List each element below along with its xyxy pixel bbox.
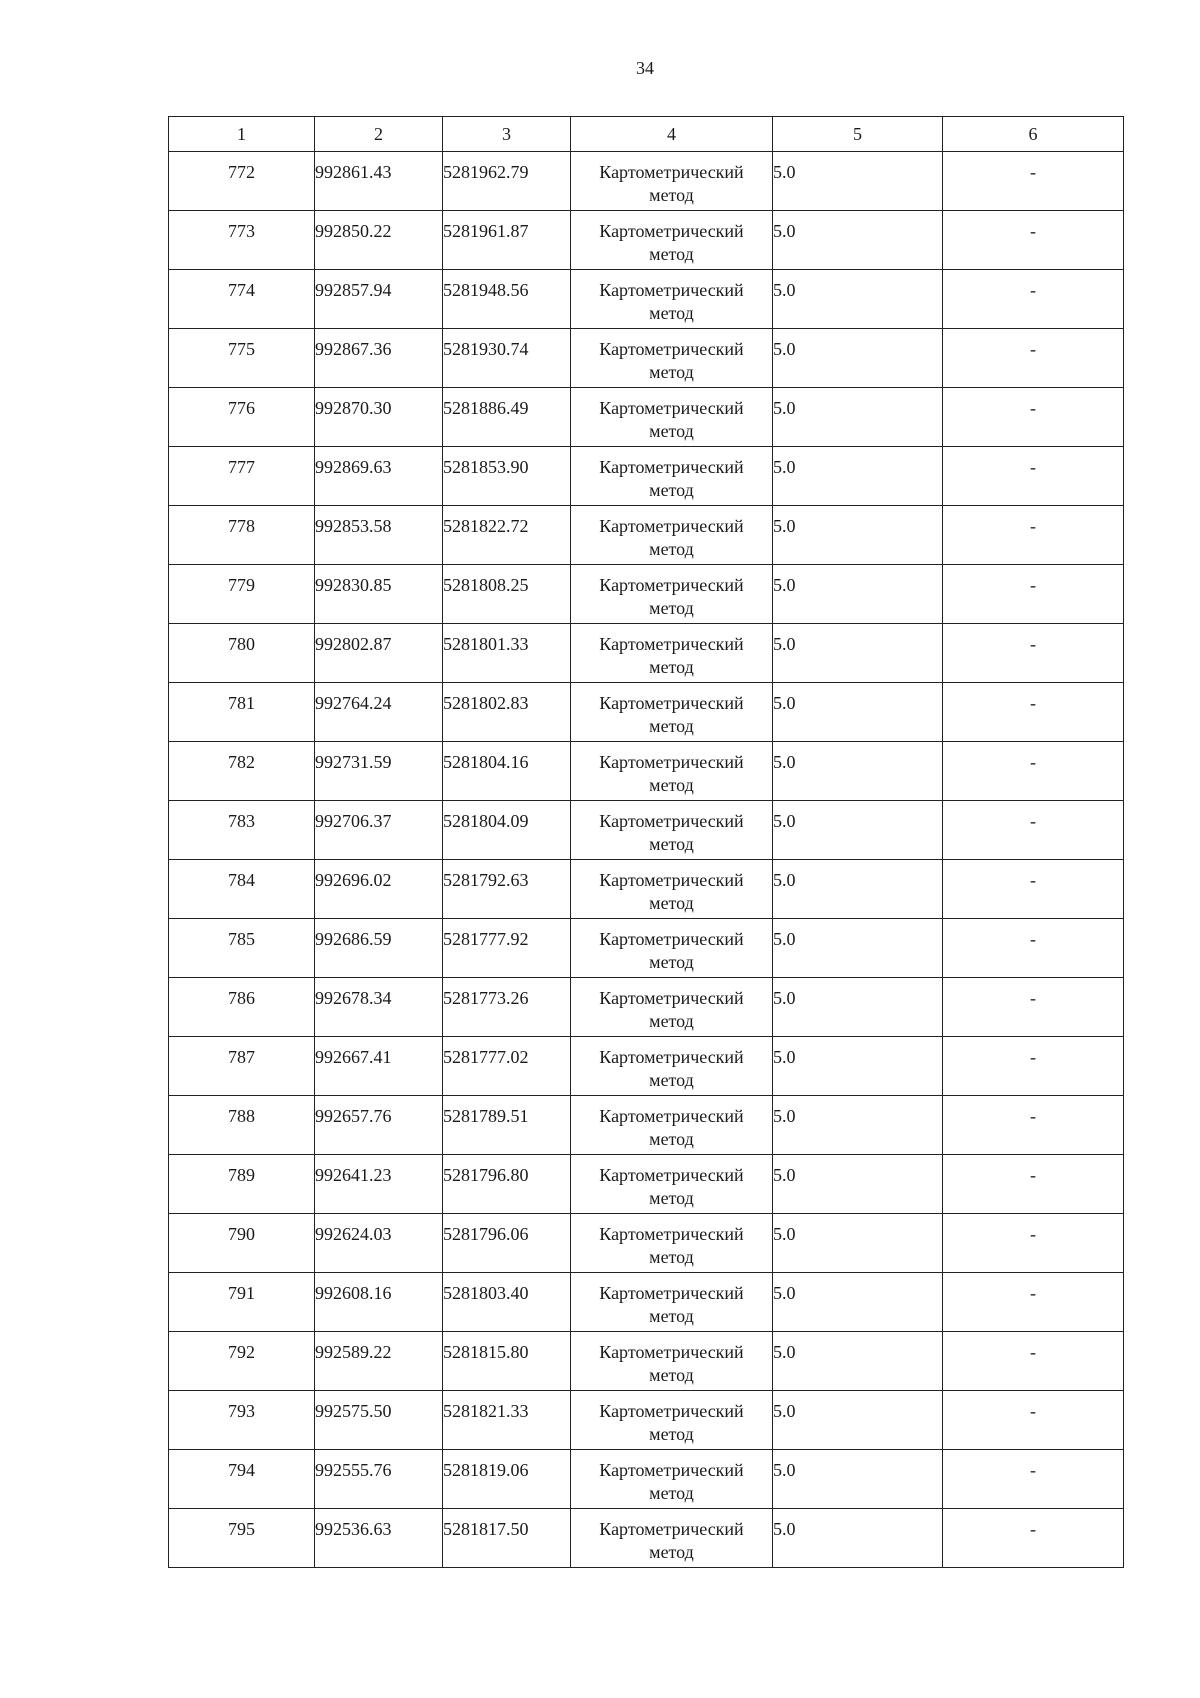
- header-cell-4: 4: [571, 117, 773, 152]
- method-cell: [571, 742, 773, 801]
- note-cell: -: [943, 860, 1124, 919]
- table-row: [169, 624, 1124, 683]
- method-text-line2: метод: [649, 1424, 694, 1444]
- method-cell: [571, 683, 773, 742]
- method-text-line1: Картометрический: [599, 1047, 744, 1067]
- note-cell: -: [943, 1509, 1124, 1568]
- method-cell: [571, 1037, 773, 1096]
- accuracy-cell: 5.0: [773, 329, 943, 388]
- table-row: [169, 978, 1124, 1037]
- coordinate-x-cell: 992731.59: [315, 742, 443, 801]
- method-text-line1: Картометрический: [599, 1283, 744, 1303]
- point-number-cell: 790: [169, 1214, 315, 1273]
- method-text-line1: Картометрический: [599, 870, 744, 890]
- page-number: 34: [636, 58, 654, 78]
- method-text-line1: Картометрический: [599, 516, 744, 536]
- method-text-line2: метод: [649, 1011, 694, 1031]
- coordinate-y-cell: 5281886.49: [443, 388, 571, 447]
- accuracy-cell: 5.0: [773, 447, 943, 506]
- table-row: [169, 506, 1124, 565]
- method-text-line1: Картометрический: [599, 1224, 744, 1244]
- coordinate-x-cell: 992870.30: [315, 388, 443, 447]
- method-text-line1: Картометрический: [599, 339, 744, 359]
- table-row: [169, 919, 1124, 978]
- header-cell-3: 3: [443, 117, 571, 152]
- table-header: [169, 117, 1124, 152]
- point-number-cell: 784: [169, 860, 315, 919]
- method-cell: [571, 1450, 773, 1509]
- point-number-cell: 774: [169, 270, 315, 329]
- accuracy-cell: 5.0: [773, 1391, 943, 1450]
- coordinate-y-cell: 5281817.50: [443, 1509, 571, 1568]
- table-row: [169, 742, 1124, 801]
- coordinate-x-cell: 992696.02: [315, 860, 443, 919]
- method-cell: [571, 152, 773, 211]
- table-row: [169, 211, 1124, 270]
- point-number-cell: 793: [169, 1391, 315, 1450]
- note-cell: -: [943, 801, 1124, 860]
- note-cell: -: [943, 742, 1124, 801]
- method-cell: [571, 801, 773, 860]
- coordinate-y-cell: 5281796.80: [443, 1155, 571, 1214]
- accuracy-cell: 5.0: [773, 565, 943, 624]
- point-number-cell: 776: [169, 388, 315, 447]
- method-cell: [571, 1214, 773, 1273]
- method-cell: [571, 1096, 773, 1155]
- coordinate-x-cell: 992869.63: [315, 447, 443, 506]
- note-cell: -: [943, 329, 1124, 388]
- method-text-line2: метод: [649, 598, 694, 618]
- method-cell: [571, 329, 773, 388]
- coordinate-y-cell: 5281948.56: [443, 270, 571, 329]
- coordinate-y-cell: 5281789.51: [443, 1096, 571, 1155]
- note-cell: -: [943, 1155, 1124, 1214]
- note-cell: -: [943, 1096, 1124, 1155]
- method-text-line2: метод: [649, 421, 694, 441]
- method-text-line1: Картометрический: [599, 280, 744, 300]
- point-number-cell: 772: [169, 152, 315, 211]
- accuracy-cell: 5.0: [773, 1332, 943, 1391]
- table-row: [169, 329, 1124, 388]
- note-cell: -: [943, 683, 1124, 742]
- point-number-cell: 788: [169, 1096, 315, 1155]
- table-row: [169, 1155, 1124, 1214]
- accuracy-cell: 5.0: [773, 1214, 943, 1273]
- point-number-cell: 775: [169, 329, 315, 388]
- accuracy-cell: 5.0: [773, 683, 943, 742]
- point-number-cell: 794: [169, 1450, 315, 1509]
- table-row: [169, 152, 1124, 211]
- method-text-line2: метод: [649, 1188, 694, 1208]
- note-cell: -: [943, 388, 1124, 447]
- coordinate-y-cell: 5281962.79: [443, 152, 571, 211]
- point-number-cell: 781: [169, 683, 315, 742]
- accuracy-cell: 5.0: [773, 1096, 943, 1155]
- note-cell: -: [943, 565, 1124, 624]
- accuracy-cell: 5.0: [773, 270, 943, 329]
- coordinate-x-cell: 992686.59: [315, 919, 443, 978]
- point-number-cell: 785: [169, 919, 315, 978]
- point-number-cell: 777: [169, 447, 315, 506]
- coordinate-y-cell: 5281853.90: [443, 447, 571, 506]
- method-text-line2: метод: [649, 716, 694, 736]
- header-row: [169, 117, 1124, 152]
- method-cell: [571, 1332, 773, 1391]
- note-cell: -: [943, 1273, 1124, 1332]
- method-cell: [571, 624, 773, 683]
- method-text-line2: метод: [649, 185, 694, 205]
- coordinate-x-cell: 992861.43: [315, 152, 443, 211]
- note-cell: -: [943, 506, 1124, 565]
- coordinate-y-cell: 5281961.87: [443, 211, 571, 270]
- method-text-line1: Картометрический: [599, 929, 744, 949]
- table-row: [169, 1273, 1124, 1332]
- coordinate-x-cell: 992830.85: [315, 565, 443, 624]
- method-text-line1: Картометрический: [599, 1106, 744, 1126]
- method-cell: [571, 565, 773, 624]
- note-cell: -: [943, 1332, 1124, 1391]
- coordinate-x-cell: 992589.22: [315, 1332, 443, 1391]
- method-cell: [571, 447, 773, 506]
- table-row: [169, 1391, 1124, 1450]
- accuracy-cell: 5.0: [773, 1450, 943, 1509]
- method-text-line1: Картометрический: [599, 1342, 744, 1362]
- accuracy-cell: 5.0: [773, 1155, 943, 1214]
- method-text-line1: Картометрический: [599, 1460, 744, 1480]
- coordinate-x-cell: 992850.22: [315, 211, 443, 270]
- method-text-line1: Картометрический: [599, 988, 744, 1008]
- accuracy-cell: 5.0: [773, 152, 943, 211]
- method-cell: [571, 388, 773, 447]
- accuracy-cell: 5.0: [773, 801, 943, 860]
- method-text-line1: Картометрический: [599, 457, 744, 477]
- method-text-line2: метод: [649, 1542, 694, 1562]
- note-cell: -: [943, 1037, 1124, 1096]
- method-text-line2: метод: [649, 775, 694, 795]
- method-text-line2: метод: [649, 1483, 694, 1503]
- method-text-line1: Картометрический: [599, 398, 744, 418]
- table-row: [169, 860, 1124, 919]
- table-row: [169, 1214, 1124, 1273]
- method-text-line1: Картометрический: [599, 811, 744, 831]
- method-cell: [571, 270, 773, 329]
- method-cell: [571, 1155, 773, 1214]
- coordinate-y-cell: 5281796.06: [443, 1214, 571, 1273]
- coordinate-x-cell: 992667.41: [315, 1037, 443, 1096]
- coordinate-x-cell: 992867.36: [315, 329, 443, 388]
- method-text-line1: Картометрический: [599, 1165, 744, 1185]
- table-row: [169, 447, 1124, 506]
- table-row: [169, 1096, 1124, 1155]
- method-text-line1: Картометрический: [599, 162, 744, 182]
- header-cell-6: 6: [943, 117, 1124, 152]
- coordinate-x-cell: 992857.94: [315, 270, 443, 329]
- coordinate-y-cell: 5281822.72: [443, 506, 571, 565]
- method-cell: [571, 1509, 773, 1568]
- method-text-line2: метод: [649, 1247, 694, 1267]
- header-cell-2: 2: [315, 117, 443, 152]
- table-row: [169, 1037, 1124, 1096]
- accuracy-cell: 5.0: [773, 978, 943, 1037]
- point-number-cell: 789: [169, 1155, 315, 1214]
- method-cell: [571, 211, 773, 270]
- accuracy-cell: 5.0: [773, 919, 943, 978]
- note-cell: -: [943, 1450, 1124, 1509]
- table-row: [169, 683, 1124, 742]
- coordinate-y-cell: 5281801.33: [443, 624, 571, 683]
- method-text-line2: метод: [649, 1306, 694, 1326]
- method-text-line2: метод: [649, 834, 694, 854]
- method-text-line2: метод: [649, 1129, 694, 1149]
- coordinate-y-cell: 5281821.33: [443, 1391, 571, 1450]
- method-text-line1: Картометрический: [599, 693, 744, 713]
- table-row: [169, 388, 1124, 447]
- table-row: [169, 270, 1124, 329]
- point-number-cell: 773: [169, 211, 315, 270]
- accuracy-cell: 5.0: [773, 624, 943, 683]
- method-text-line2: метод: [649, 303, 694, 323]
- coordinate-y-cell: 5281773.26: [443, 978, 571, 1037]
- accuracy-cell: 5.0: [773, 1037, 943, 1096]
- method-text-line1: Картометрический: [599, 1519, 744, 1539]
- method-text-line2: метод: [649, 539, 694, 559]
- header-cell-5: 5: [773, 117, 943, 152]
- method-cell: [571, 978, 773, 1037]
- coordinate-y-cell: 5281819.06: [443, 1450, 571, 1509]
- coordinate-x-cell: 992624.03: [315, 1214, 443, 1273]
- method-cell: [571, 919, 773, 978]
- coordinates-table: [168, 116, 1124, 1568]
- accuracy-cell: 5.0: [773, 506, 943, 565]
- point-number-cell: 783: [169, 801, 315, 860]
- method-text-line1: Картометрический: [599, 575, 744, 595]
- accuracy-cell: 5.0: [773, 742, 943, 801]
- method-text-line1: Картометрический: [599, 634, 744, 654]
- point-number-cell: 786: [169, 978, 315, 1037]
- note-cell: -: [943, 270, 1124, 329]
- table-row: [169, 1332, 1124, 1391]
- coordinate-x-cell: 992706.37: [315, 801, 443, 860]
- point-number-cell: 792: [169, 1332, 315, 1391]
- method-text-line2: метод: [649, 1070, 694, 1090]
- note-cell: -: [943, 624, 1124, 683]
- point-number-cell: 780: [169, 624, 315, 683]
- note-cell: -: [943, 1391, 1124, 1450]
- method-text-line2: метод: [649, 952, 694, 972]
- table-row: [169, 801, 1124, 860]
- coordinate-x-cell: 992657.76: [315, 1096, 443, 1155]
- point-number-cell: 782: [169, 742, 315, 801]
- header-cell-1: 1: [169, 117, 315, 152]
- coordinate-y-cell: 5281804.16: [443, 742, 571, 801]
- coordinate-y-cell: 5281804.09: [443, 801, 571, 860]
- coordinate-y-cell: 5281808.25: [443, 565, 571, 624]
- coordinate-x-cell: 992536.63: [315, 1509, 443, 1568]
- accuracy-cell: 5.0: [773, 860, 943, 919]
- table-body: [169, 152, 1124, 1568]
- table-row: [169, 1450, 1124, 1509]
- note-cell: -: [943, 211, 1124, 270]
- point-number-cell: 779: [169, 565, 315, 624]
- coordinate-y-cell: 5281777.92: [443, 919, 571, 978]
- coordinate-x-cell: 992678.34: [315, 978, 443, 1037]
- method-text-line1: Картометрический: [599, 1401, 744, 1421]
- method-text-line2: метод: [649, 893, 694, 913]
- method-text-line2: метод: [649, 362, 694, 382]
- method-text-line2: метод: [649, 244, 694, 264]
- note-cell: -: [943, 1214, 1124, 1273]
- method-text-line2: метод: [649, 480, 694, 500]
- coordinate-x-cell: 992641.23: [315, 1155, 443, 1214]
- coordinate-x-cell: 992575.50: [315, 1391, 443, 1450]
- coordinate-y-cell: 5281802.83: [443, 683, 571, 742]
- coordinate-y-cell: 5281777.02: [443, 1037, 571, 1096]
- method-text-line1: Картометрический: [599, 752, 744, 772]
- accuracy-cell: 5.0: [773, 388, 943, 447]
- method-cell: [571, 1391, 773, 1450]
- coordinate-x-cell: 992802.87: [315, 624, 443, 683]
- note-cell: -: [943, 919, 1124, 978]
- method-cell: [571, 506, 773, 565]
- coordinate-x-cell: 992608.16: [315, 1273, 443, 1332]
- point-number-cell: 795: [169, 1509, 315, 1568]
- coordinate-y-cell: 5281792.63: [443, 860, 571, 919]
- method-text-line2: метод: [649, 657, 694, 677]
- note-cell: -: [943, 978, 1124, 1037]
- table-row: [169, 1509, 1124, 1568]
- table-row: [169, 565, 1124, 624]
- point-number-cell: 791: [169, 1273, 315, 1332]
- coordinate-y-cell: 5281930.74: [443, 329, 571, 388]
- accuracy-cell: 5.0: [773, 1273, 943, 1332]
- note-cell: -: [943, 152, 1124, 211]
- coordinate-x-cell: 992853.58: [315, 506, 443, 565]
- method-cell: [571, 860, 773, 919]
- coordinate-x-cell: 992555.76: [315, 1450, 443, 1509]
- coordinate-y-cell: 5281815.80: [443, 1332, 571, 1391]
- note-cell: -: [943, 447, 1124, 506]
- coordinate-x-cell: 992764.24: [315, 683, 443, 742]
- method-cell: [571, 1273, 773, 1332]
- point-number-cell: 787: [169, 1037, 315, 1096]
- accuracy-cell: 5.0: [773, 1509, 943, 1568]
- method-text-line2: метод: [649, 1365, 694, 1385]
- point-number-cell: 778: [169, 506, 315, 565]
- method-text-line1: Картометрический: [599, 221, 744, 241]
- accuracy-cell: 5.0: [773, 211, 943, 270]
- coordinate-y-cell: 5281803.40: [443, 1273, 571, 1332]
